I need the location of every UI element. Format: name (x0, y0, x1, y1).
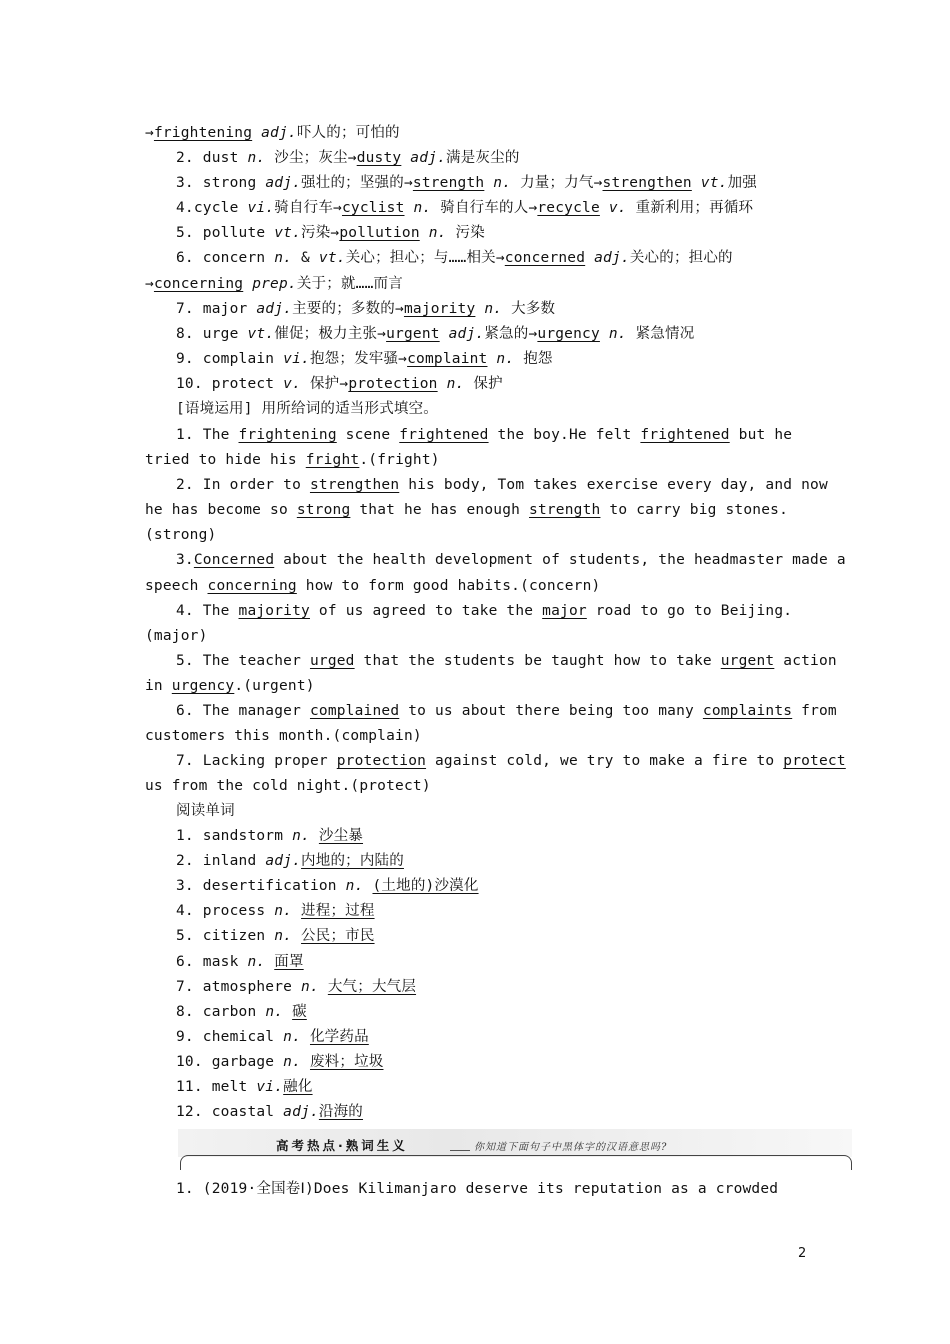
text: to us about there being too many (399, 703, 703, 719)
part-of-speech: n. (345, 878, 364, 895)
text: 紧急情况 (626, 326, 695, 342)
part-of-speech: vt. (700, 175, 728, 191)
answer-blank: urgent (720, 653, 775, 669)
section-banner (178, 1129, 852, 1173)
banner-divider (450, 1150, 470, 1151)
reading-word-item (176, 1075, 856, 1100)
reading-word-item (176, 924, 856, 949)
vocab-line (176, 221, 856, 246)
text: to carry big stones. (600, 502, 788, 518)
text: he has become so (145, 502, 297, 518)
part-of-speech: vi. (247, 200, 275, 216)
text: his body, Tom takes exercise every day, and now (399, 477, 828, 493)
banner-title: 高考热点·熟词生义 (276, 1138, 408, 1153)
text: 关心；担心；与……相关→ (345, 250, 505, 266)
answer-blank: dusty (356, 150, 402, 166)
exercise-line (145, 674, 825, 699)
answer-blank: majority (403, 301, 476, 317)
text: 污染 (446, 225, 485, 241)
vocab-line (176, 246, 856, 271)
exercise-line (145, 448, 825, 473)
text: 主要的；多数的→ (292, 301, 404, 317)
part-of-speech: n. (428, 225, 447, 241)
answer-blank: concerning (153, 276, 244, 292)
text: speech (145, 578, 208, 594)
vocab-line (145, 121, 825, 146)
reading-word-item (176, 824, 856, 849)
part-of-speech: n. (493, 175, 512, 191)
exercise-line: customers this month.(complain) (145, 728, 422, 744)
text: but he (729, 427, 793, 443)
text: 重新利用；再循环 (626, 200, 754, 216)
text: how to form good habits.(concern) (296, 578, 601, 594)
meaning: 进程；过程 (301, 903, 375, 920)
text: 抱怨；发牢骚→ (309, 351, 408, 367)
text (252, 125, 261, 141)
meaning: 沿海的 (318, 1104, 364, 1121)
answer-blank: strengthen (602, 175, 692, 191)
text (243, 276, 252, 292)
part-of-speech: vt. (274, 225, 302, 241)
text (310, 828, 319, 844)
word: 3. desertification (176, 878, 346, 895)
text: from (792, 703, 837, 719)
text: 6. concern (176, 250, 275, 266)
text: 6. The manager (176, 703, 310, 719)
part-of-speech: n. (247, 953, 266, 970)
part-of-speech: vt. (318, 250, 346, 266)
answer-blank: recycle (537, 200, 600, 216)
text: 污染→ (301, 225, 340, 241)
text: against cold, we try to make a fire to (426, 753, 784, 769)
text: → (145, 125, 154, 141)
text: that the students be taught how to take (354, 653, 721, 669)
vocab-line (145, 272, 825, 297)
answer-blank: fright (305, 452, 360, 468)
reading-word-item (176, 899, 856, 924)
text: 8. urge (176, 326, 248, 342)
exercise-line: us from the cold night.(protect) (145, 778, 431, 794)
text: 大多数 (502, 301, 556, 317)
part-of-speech: n. (496, 351, 515, 367)
answer-blank: protection (336, 753, 427, 769)
text: 加强 (727, 175, 757, 191)
text: that he has enough (350, 502, 530, 518)
part-of-speech: vi. (283, 351, 310, 367)
part-of-speech: adj. (283, 1104, 319, 1121)
text (692, 175, 701, 191)
text: .(fright) (359, 452, 440, 468)
text (319, 979, 328, 995)
text: 2. In order to (176, 477, 310, 493)
meaning: 面罩 (274, 953, 304, 970)
part-of-speech: n. (283, 1053, 302, 1070)
text (401, 150, 410, 166)
meaning: 废料；垃圾 (309, 1053, 384, 1070)
text (600, 200, 609, 216)
text: 催促；极力主张→ (274, 326, 387, 342)
answer-blank: strength (529, 502, 601, 518)
word: 2. inland (176, 853, 266, 870)
reading-word-item (176, 849, 856, 874)
part-of-speech: n. (274, 928, 293, 945)
part-of-speech: n. (484, 301, 503, 317)
text: tried to hide his (145, 452, 306, 468)
part-of-speech: prep. (252, 276, 297, 292)
text: 5. The teacher (176, 653, 310, 669)
answer-blank: Concerned (193, 552, 275, 568)
banner-frame (180, 1155, 852, 1170)
text: 7. Lacking proper (176, 753, 337, 769)
answer-blank: pollution (339, 225, 420, 241)
word: 1. sandstorm (176, 828, 293, 844)
part-of-speech: adj. (256, 301, 293, 317)
word: 6. mask (176, 953, 248, 970)
text: the boy.He felt (488, 427, 641, 443)
text: 保护→ (301, 376, 349, 392)
text: 3. (176, 552, 194, 568)
word: 7. atmosphere (176, 978, 302, 995)
text (600, 326, 609, 342)
part-of-speech: adj. (448, 326, 485, 342)
answer-blank: major (542, 603, 587, 619)
text (484, 175, 493, 191)
part-of-speech: vi. (256, 1079, 284, 1095)
meaning: 化学药品 (309, 1028, 369, 1045)
part-of-speech: vt. (247, 326, 275, 342)
vocab-line (176, 196, 856, 221)
part-of-speech: n. (274, 903, 293, 920)
text: 骑自行车→ (274, 200, 342, 216)
text (585, 250, 594, 266)
text: 保护 (464, 376, 503, 392)
meaning: 融化 (283, 1079, 313, 1095)
part-of-speech: adj. (410, 150, 447, 166)
reading-word-item (176, 1050, 856, 1075)
text: 骑自行车的人→ (431, 200, 538, 216)
part-of-speech: n. (292, 828, 310, 844)
reading-word-item (176, 874, 856, 899)
text: 5. pollute (176, 225, 275, 241)
text: scene (336, 427, 400, 443)
text (301, 1029, 310, 1045)
text (283, 1004, 292, 1020)
answer-blank: protection (348, 376, 438, 392)
answer-blank: frightened (399, 427, 489, 443)
exercise-line (176, 548, 856, 573)
text: 1. The (176, 427, 239, 443)
answer-blank: concerning (207, 578, 297, 594)
answer-blank: frightening (238, 427, 337, 443)
text: → (145, 276, 154, 292)
reading-word-item (176, 1000, 856, 1025)
vocab-line (176, 372, 856, 397)
part-of-speech: v. (283, 376, 302, 392)
text: 10. protect (176, 376, 284, 392)
answer-blank: majority (238, 603, 310, 619)
word: 11. melt (176, 1079, 257, 1095)
answer-blank: complaint (407, 351, 488, 367)
part-of-speech: n. (265, 1003, 284, 1020)
meaning: 碳 (292, 1003, 307, 1020)
text: in (145, 678, 172, 694)
exercise-line (145, 574, 825, 599)
text: 紧急的→ (484, 326, 538, 342)
text: 3. strong (176, 175, 266, 191)
text (420, 225, 429, 241)
section-heading: [语境运用] 用所给词的适当形式填空。 (176, 401, 438, 417)
part-of-speech: adj. (261, 125, 297, 141)
part-of-speech: n. (274, 250, 293, 266)
reading-word-item (176, 1025, 856, 1050)
text (292, 928, 301, 944)
vocab-line (176, 146, 856, 171)
answer-blank: complaints (702, 703, 793, 719)
text: of us agreed to take the (309, 603, 543, 619)
part-of-speech: n. (446, 376, 465, 392)
text: road to go to Beijing. (586, 603, 793, 619)
answer-blank: urgent (386, 326, 440, 342)
meaning: (土地的)沙漠化 (372, 878, 479, 895)
exercise-line (176, 749, 856, 774)
vocab-line (176, 171, 856, 196)
text (475, 301, 484, 317)
text: 沙尘；灰尘→ (265, 150, 357, 166)
text (440, 326, 449, 342)
part-of-speech: adj. (594, 250, 630, 266)
exercise-line (145, 498, 825, 523)
part-of-speech: v. (608, 200, 627, 216)
word: 12. coastal (176, 1104, 284, 1121)
meaning: 内地的；内陆的 (301, 853, 404, 870)
text: 2. dust (176, 150, 248, 166)
answer-blank: urgency (171, 678, 235, 694)
answer-blank: strength (412, 175, 485, 191)
text (265, 954, 274, 970)
word: 8. carbon (176, 1003, 266, 1020)
answer-blank: concerned (504, 250, 586, 266)
exam-question-line: 1. (2019·全国卷Ⅰ)Does Kilimanjaro deserve its reputation as a crowded (176, 1181, 779, 1197)
text: 吓人的；可怕的 (296, 125, 400, 141)
text: 4. The (176, 603, 239, 619)
text: about the health development of students, the headmaster made a (274, 552, 846, 568)
part-of-speech: n. (608, 326, 627, 342)
text (292, 903, 301, 919)
exercise-line: (strong) (145, 527, 217, 543)
exercise-line (176, 649, 856, 674)
banner-subtitle: 你知道下面句子中黑体字的汉语意思吗? (474, 1142, 668, 1153)
exercise-line (176, 599, 856, 624)
part-of-speech: n. (301, 978, 319, 995)
answer-blank: protect (783, 753, 846, 769)
text: 抱怨 (514, 351, 553, 367)
reading-word-item (176, 1100, 856, 1125)
part-of-speech: adj. (265, 853, 302, 870)
text: action (774, 653, 837, 669)
answer-blank: urged (309, 653, 355, 669)
part-of-speech: adj. (265, 175, 302, 191)
text (301, 1054, 310, 1070)
answer-blank: cyclist (341, 200, 405, 216)
part-of-speech: n. (413, 200, 432, 216)
exercise-line (176, 473, 856, 498)
vocab-line (176, 322, 856, 347)
text: 满是灰尘的 (446, 150, 520, 166)
answer-blank: urgency (537, 326, 600, 342)
reading-word-item (176, 975, 856, 1000)
word: 5. citizen (176, 928, 275, 945)
meaning: 公民；市民 (301, 928, 375, 945)
answer-blank: strong (296, 502, 351, 518)
text: 7. major (176, 301, 257, 317)
word: 10. garbage (176, 1053, 284, 1070)
answer-blank: complained (309, 703, 400, 719)
page-number: 2 (798, 1246, 807, 1261)
word: 4. process (176, 903, 275, 920)
part-of-speech: n. (247, 150, 266, 166)
text: 关心的；担心的 (629, 250, 733, 266)
text: 强壮的；坚强的→ (301, 175, 413, 191)
word: 9. chemical (176, 1028, 284, 1045)
section-heading: 阅读单词 (176, 803, 235, 819)
exercise-line (176, 423, 856, 448)
text: 力量；力气→ (511, 175, 603, 191)
text: 4.cycle (176, 200, 248, 216)
meaning: 大气；大气层 (327, 978, 417, 995)
meaning: 沙尘暴 (318, 828, 364, 844)
part-of-speech: n. (283, 1028, 302, 1045)
text: & (292, 250, 319, 266)
text: 9. complain (176, 351, 284, 367)
text: .(urgent) (234, 678, 315, 694)
reading-word-item (176, 950, 856, 975)
vocab-line (176, 347, 856, 372)
exercise-line (176, 699, 856, 724)
answer-blank: frightening (153, 125, 253, 141)
text: 关于；就……而言 (296, 276, 403, 292)
exercise-line: (major) (145, 628, 208, 644)
text (438, 376, 447, 392)
answer-blank: frightened (640, 427, 730, 443)
answer-blank: strengthen (309, 477, 400, 493)
vocab-line (176, 297, 856, 322)
